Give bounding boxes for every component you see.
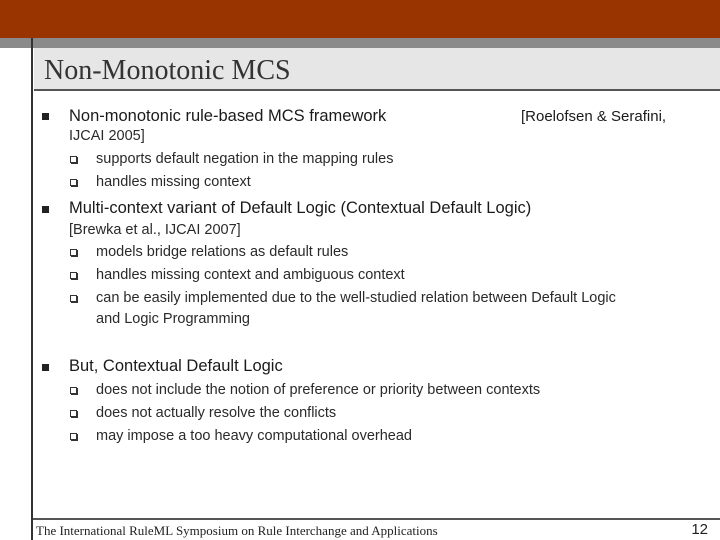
sub-bullet-icon [70,249,77,256]
sub-item: models bridge relations as default rules [96,244,349,260]
top-accent-bar [0,0,720,38]
sub-item: does not include the notion of preference or priority between contexts [96,382,541,398]
sub-item: does not actually resolve the conflicts [96,405,337,421]
sub-bullet-icon [70,410,77,417]
bullet-text: Multi-context variant of Default Logic (Contextual Default Logic) [69,199,532,217]
left-rule [31,38,33,540]
sub-bullet-icon [70,387,77,394]
footer-text: The International RuleML Symposium on Rule Interchange and Applications [36,523,438,538]
sub-bullet-icon [70,179,77,186]
sub-item: can be easily implemented due to the well-studied relation between Default Logic [96,290,616,306]
bullet-continuation: IJCAI 2005] [69,128,145,144]
sub-item: supports default negation in the mapping rules [96,151,394,167]
bullet-square-icon [42,364,49,371]
sub-bullet-icon [70,156,77,163]
sub-item: handles missing context [96,174,251,190]
sub-bullet-icon [70,433,77,440]
sub-item-continuation: and Logic Programming [96,311,250,327]
page-number: 12 [691,521,708,538]
sub-item: handles missing context and ambiguous context [96,267,405,283]
footer-rule [33,518,720,520]
sub-bullet-icon [70,272,77,279]
bullet-square-icon [42,206,49,213]
sub-item: may impose a too heavy computational overhead [96,428,412,444]
sub-bullet-icon [70,295,77,302]
slide-title: Non-Monotonic MCS [44,55,291,86]
top-gray-band [0,38,720,48]
citation: [Roelofsen & Serafini, [521,108,667,125]
bullet-square-icon [42,113,49,120]
bullet-text: Non-monotonic rule-based MCS framework [69,107,387,125]
bullet-continuation: [Brewka et al., IJCAI 2007] [69,222,241,238]
bullet-text: But, Contextual Default Logic [69,357,283,375]
